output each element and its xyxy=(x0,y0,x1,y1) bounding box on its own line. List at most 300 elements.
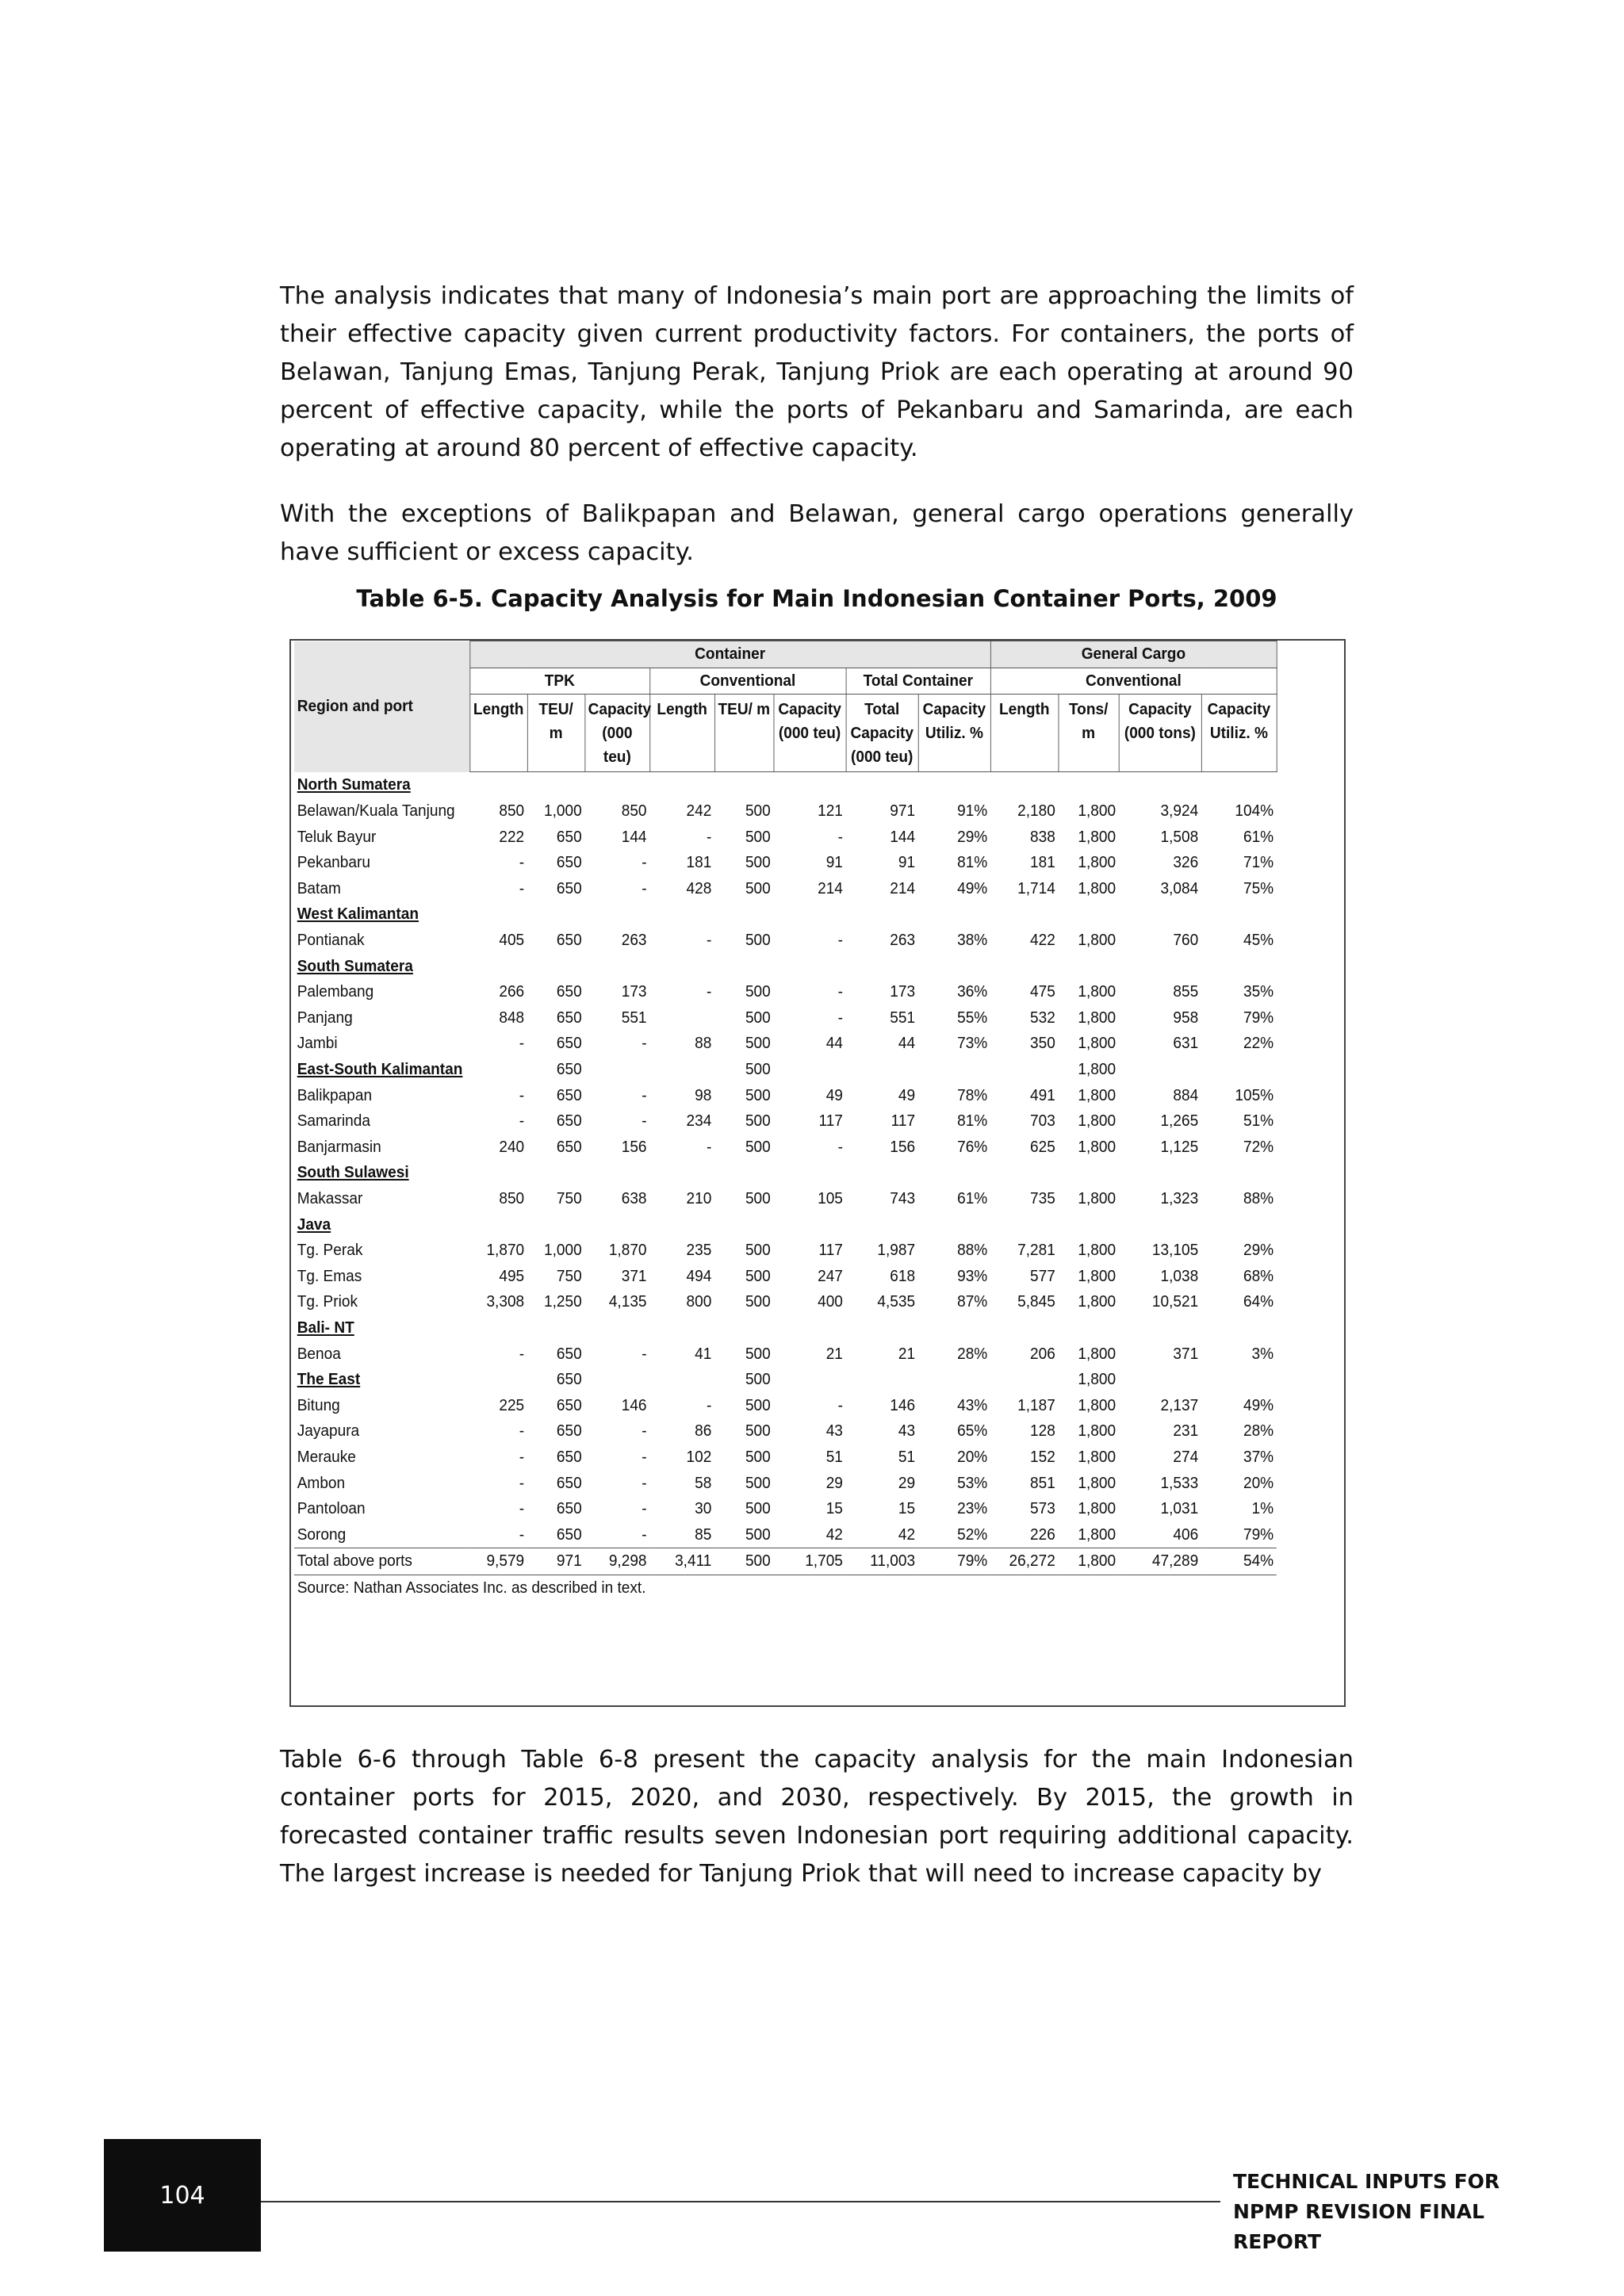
table-cell: 88 xyxy=(695,1034,712,1053)
table-cell: 884 xyxy=(1173,1085,1199,1104)
table-cell xyxy=(846,1160,918,1186)
port-name: Total above ports xyxy=(294,1548,469,1575)
table-cell: 79% xyxy=(1243,1008,1274,1027)
table-cell: 1,000 xyxy=(543,1241,582,1260)
table-cell xyxy=(649,1315,714,1341)
table-cell: 851 xyxy=(1029,1473,1055,1492)
table-cell: - xyxy=(837,1395,843,1414)
table-cell xyxy=(990,1315,1059,1341)
table-cell: 37% xyxy=(1243,1447,1274,1466)
table-cell: 971 xyxy=(890,802,916,821)
table-cell: 500 xyxy=(745,1422,771,1441)
table-cell xyxy=(469,1057,527,1083)
table-cell: 104% xyxy=(1235,802,1274,821)
table-cell: - xyxy=(642,1473,647,1492)
table-cell: 500 xyxy=(745,1525,771,1544)
table-cell xyxy=(649,953,714,979)
table-cell: 20% xyxy=(957,1447,988,1466)
table-cell: 1,323 xyxy=(1160,1188,1199,1207)
table-cell: 848 xyxy=(499,1008,525,1027)
port-name: Sorong xyxy=(297,1525,347,1544)
table-cell: 274 xyxy=(1173,1447,1199,1466)
table-cell: 65% xyxy=(957,1422,988,1441)
report-title-line-1: TECHNICAL INPUTS FOR xyxy=(1233,2170,1500,2193)
table-cell: 43% xyxy=(957,1395,988,1414)
table-cell: 850 xyxy=(621,802,647,821)
table-cell xyxy=(990,1057,1059,1083)
report-title xyxy=(1233,2167,1566,2257)
table-cell: 850 xyxy=(499,1188,525,1207)
table-cell: 29 xyxy=(898,1473,916,1492)
table-cell: 64% xyxy=(1243,1292,1274,1311)
table-cell: 105 xyxy=(818,1188,843,1207)
table-cell: 500 xyxy=(745,878,771,897)
table-cell: 631 xyxy=(1173,1034,1199,1053)
port-name: Merauke xyxy=(297,1447,356,1466)
general-cargo-group-header: General Cargo xyxy=(990,641,1277,668)
table-cell xyxy=(584,772,649,798)
table-cell: 500 xyxy=(745,1344,771,1363)
table-cell xyxy=(714,772,773,798)
report-title-line-2: NPMP REVISION FINAL REPORT xyxy=(1233,2200,1484,2253)
table-cell xyxy=(774,901,846,928)
table-cell: 58 xyxy=(695,1473,712,1492)
table-row xyxy=(294,824,1277,850)
table-cell: 1,800 xyxy=(1078,1422,1116,1441)
table-cell: 1,508 xyxy=(1160,827,1199,846)
table-cell: 44 xyxy=(825,1034,843,1053)
region-row xyxy=(294,953,1277,979)
intro-paragraph: The analysis indicates that many of Indonesia’s main port are approaching the limits of their effective capacity given current productivity factors. For containers, the ports of Belawan, Tanjung Emas, Tanjung Perak, Tanjung Priok are each operating at around 90 percent of effective capacity, while the ports of Pekanbaru and Samarinda, are each operating at around 80 percent of effective capacity. xyxy=(280,282,1354,462)
column-header: Capacity (000 teu) xyxy=(774,695,846,772)
table-cell: 743 xyxy=(890,1188,916,1207)
table-cell: 971 xyxy=(527,1548,585,1575)
table-cell: 500 xyxy=(745,1008,771,1027)
table-cell: 51 xyxy=(825,1447,843,1466)
table-cell: 49% xyxy=(957,878,988,897)
table-cell: 650 xyxy=(556,1370,582,1389)
table-cell: 78% xyxy=(957,1085,988,1104)
table-cell xyxy=(469,953,527,979)
table-cell: 850 xyxy=(499,802,525,821)
column-header: TEU/ m xyxy=(714,695,773,772)
table-source-note: Source: Nathan Associates Inc. as described in text. xyxy=(294,1575,1277,1601)
table-cell xyxy=(1119,901,1201,928)
table-cell: 1,800 xyxy=(1078,1395,1116,1414)
table-cell xyxy=(527,1315,585,1341)
table-cell: 22% xyxy=(1243,1034,1274,1053)
port-name: Benoa xyxy=(297,1344,341,1363)
table-cell: 73% xyxy=(957,1034,988,1053)
table-cell: 29% xyxy=(957,827,988,846)
table-cell: 650 xyxy=(556,1060,582,1079)
table-cell: 500 xyxy=(745,827,771,846)
table-cell xyxy=(469,901,527,928)
table-cell: 703 xyxy=(1029,1112,1055,1131)
column-header: Length xyxy=(649,695,714,772)
table-cell: - xyxy=(837,1008,843,1027)
table-cell xyxy=(990,901,1059,928)
table-cell: 47,289 xyxy=(1119,1548,1201,1575)
table-cell: - xyxy=(642,1085,647,1104)
table-cell: 51 xyxy=(898,1447,916,1466)
table-cell xyxy=(990,1211,1059,1238)
table-cell: 650 xyxy=(556,931,582,950)
table-cell xyxy=(774,1367,846,1393)
table-cell: 650 xyxy=(556,1344,582,1363)
table-cell: 650 xyxy=(556,827,582,846)
table-row xyxy=(294,1418,1277,1445)
table-cell: 30 xyxy=(695,1499,712,1518)
table-cell xyxy=(1201,1057,1277,1083)
table-cell: 43 xyxy=(898,1422,916,1441)
table-row xyxy=(294,928,1277,954)
table-cell: 235 xyxy=(686,1241,712,1260)
table-cell xyxy=(774,953,846,979)
table-cell: 5,845 xyxy=(1017,1292,1055,1311)
table-cell: 500 xyxy=(745,1188,771,1207)
column-header: Total Capacity (000 teu) xyxy=(846,695,918,772)
table-cell xyxy=(990,1367,1059,1393)
table-cell: 500 xyxy=(745,1447,771,1466)
table-cell: 500 xyxy=(745,1395,771,1414)
table-cell xyxy=(918,901,990,928)
table-cell: 650 xyxy=(556,1447,582,1466)
table-cell xyxy=(1059,1315,1119,1341)
table-cell: 68% xyxy=(1243,1266,1274,1285)
table-cell: 61% xyxy=(957,1188,988,1207)
table-cell xyxy=(918,1367,990,1393)
table-cell: 1,870 xyxy=(608,1241,647,1260)
table-cell: 500 xyxy=(745,1292,771,1311)
table-cell: 43 xyxy=(825,1422,843,1441)
table-cell xyxy=(469,772,527,798)
table-cell: 9,579 xyxy=(469,1548,527,1575)
table-cell: 1,800 xyxy=(1078,853,1116,872)
region-row xyxy=(294,772,1277,798)
table-body xyxy=(294,772,1277,1601)
table-cell xyxy=(649,1005,714,1031)
table-cell: 44 xyxy=(898,1034,916,1053)
table-cell xyxy=(1201,901,1277,928)
table-cell: 79% xyxy=(1243,1525,1274,1544)
table-cell: 1,800 xyxy=(1078,1008,1116,1027)
table-cell xyxy=(584,953,649,979)
table-cell xyxy=(846,1211,918,1238)
table-cell: 53% xyxy=(957,1473,988,1492)
table-cell: 206 xyxy=(1029,1344,1055,1363)
table-cell: 222 xyxy=(499,827,525,846)
table-cell: - xyxy=(642,1344,647,1363)
table-cell: 1,987 xyxy=(877,1241,916,1260)
column-header: Capacity Utiliz. % xyxy=(1201,695,1277,772)
table-cell: 13,105 xyxy=(1151,1241,1199,1260)
table-row xyxy=(294,1005,1277,1031)
table-cell xyxy=(1201,1367,1277,1393)
table-cell: 475 xyxy=(1029,982,1055,1001)
table-cell xyxy=(1119,1057,1201,1083)
table-row xyxy=(294,1186,1277,1212)
table-cell: 181 xyxy=(686,853,712,872)
table-cell: 1,800 xyxy=(1078,1241,1116,1260)
table-cell: 7,281 xyxy=(1017,1241,1055,1260)
table-cell: 105% xyxy=(1235,1085,1274,1104)
table-cell xyxy=(1119,1315,1201,1341)
table-cell: 2,180 xyxy=(1017,802,1055,821)
table-cell xyxy=(584,1315,649,1341)
table-cell: 1,800 xyxy=(1078,1473,1116,1492)
table-row xyxy=(294,1263,1277,1289)
table-cell xyxy=(714,901,773,928)
table-cell: 1,533 xyxy=(1160,1473,1199,1492)
table-row xyxy=(294,979,1277,1005)
port-name: Makassar xyxy=(297,1188,363,1207)
table-cell: - xyxy=(642,1447,647,1466)
table-cell: 247 xyxy=(818,1266,843,1285)
table-row xyxy=(294,1445,1277,1471)
table-cell: 1,000 xyxy=(543,802,582,821)
port-name: Ambon xyxy=(297,1473,346,1492)
table-cell: 71% xyxy=(1243,853,1274,872)
table-cell: 371 xyxy=(1173,1344,1199,1363)
table-cell xyxy=(990,772,1059,798)
table-cell: 81% xyxy=(957,853,988,872)
table-cell xyxy=(1059,1160,1119,1186)
table-cell: 156 xyxy=(621,1137,647,1156)
table-cell: 400 xyxy=(818,1292,843,1311)
table-cell: 61% xyxy=(1243,827,1274,846)
table-cell: 650 xyxy=(556,982,582,1001)
table-cell: 263 xyxy=(621,931,647,950)
table-cell: 735 xyxy=(1029,1188,1055,1207)
table-cell: 650 xyxy=(556,1008,582,1027)
table-cell: - xyxy=(837,931,843,950)
port-name: Jayapura xyxy=(297,1422,360,1441)
table-cell: 93% xyxy=(957,1266,988,1285)
table-cell: 117 xyxy=(818,1241,843,1260)
table-cell: - xyxy=(707,1395,712,1414)
table-cell: 500 xyxy=(745,1034,771,1053)
table-cell xyxy=(584,1367,649,1393)
table-cell: 51% xyxy=(1243,1112,1274,1131)
table-cell xyxy=(1059,953,1119,979)
table-cell: 500 xyxy=(745,1473,771,1492)
table-cell xyxy=(1201,1160,1277,1186)
region-row xyxy=(294,1057,1277,1083)
table-cell xyxy=(1059,901,1119,928)
table-cell xyxy=(918,953,990,979)
table-cell: - xyxy=(519,1085,525,1104)
table-cell: 650 xyxy=(556,878,582,897)
table-cell: 1,714 xyxy=(1017,878,1055,897)
table-cell: 225 xyxy=(499,1395,525,1414)
table-cell xyxy=(649,1211,714,1238)
table-cell: 371 xyxy=(621,1266,647,1285)
table-cell: 29 xyxy=(825,1473,843,1492)
page-number-box xyxy=(104,2139,261,2252)
table-cell: 20% xyxy=(1243,1473,1274,1492)
table-cell xyxy=(527,1211,585,1238)
table-cell: 128 xyxy=(1029,1422,1055,1441)
table-cell: 1,800 xyxy=(1059,1548,1119,1575)
table-cell xyxy=(774,772,846,798)
table-cell: 1,800 xyxy=(1078,1112,1116,1131)
table-cell: - xyxy=(837,1137,843,1156)
port-name: Palembang xyxy=(297,982,374,1001)
table-cell xyxy=(527,953,585,979)
table-cell: 428 xyxy=(686,878,712,897)
table-cell xyxy=(714,1160,773,1186)
table-cell: 45% xyxy=(1243,931,1274,950)
table-cell: - xyxy=(707,982,712,1001)
total-container-header: Total Container xyxy=(846,668,990,695)
table-cell xyxy=(649,772,714,798)
table-cell: 21 xyxy=(825,1344,843,1363)
table-cell: 573 xyxy=(1029,1499,1055,1518)
table-cell: 117 xyxy=(818,1112,843,1131)
table-cell xyxy=(918,1057,990,1083)
table-cell xyxy=(1201,772,1277,798)
table-cell xyxy=(584,1057,649,1083)
table-cell: 1,800 xyxy=(1078,1292,1116,1311)
table-cell xyxy=(774,1057,846,1083)
table-cell: 121 xyxy=(818,802,843,821)
table-cell: 49 xyxy=(825,1085,843,1104)
port-name: Panjang xyxy=(297,1008,353,1027)
table-cell: 1,800 xyxy=(1078,1266,1116,1285)
table-row xyxy=(294,1496,1277,1522)
table-header xyxy=(294,641,1277,772)
table-cell: 1,800 xyxy=(1078,1525,1116,1544)
table-cell: 532 xyxy=(1029,1008,1055,1027)
table-cell xyxy=(918,1211,990,1238)
table-cell: 405 xyxy=(499,931,525,950)
region-name: North Sumatera xyxy=(297,775,411,794)
table-cell: 85 xyxy=(695,1525,712,1544)
table-cell: 29% xyxy=(1243,1241,1274,1260)
region-row xyxy=(294,1211,1277,1238)
port-name: Samarinda xyxy=(297,1112,370,1131)
table-cell: 3,308 xyxy=(486,1292,525,1311)
table-cell: 1,250 xyxy=(543,1292,582,1311)
table-cell: 500 xyxy=(745,1137,771,1156)
table-cell xyxy=(649,1367,714,1393)
table-cell: 72% xyxy=(1243,1137,1274,1156)
table-cell: 91% xyxy=(957,802,988,821)
table-cell xyxy=(990,953,1059,979)
table-cell: 1,800 xyxy=(1078,1344,1116,1363)
region-name: West Kalimantan xyxy=(297,905,419,924)
table-cell: 91 xyxy=(898,853,916,872)
port-name: Tg. Emas xyxy=(297,1266,362,1285)
table-cell: 958 xyxy=(1173,1008,1199,1027)
port-name: Batam xyxy=(297,878,341,897)
table-cell: 173 xyxy=(621,982,647,1001)
table-cell: - xyxy=(642,1499,647,1518)
table-cell: - xyxy=(642,1112,647,1131)
table-cell: 855 xyxy=(1173,982,1199,1001)
table-cell: 54% xyxy=(1201,1548,1277,1575)
table-cell xyxy=(527,1160,585,1186)
table-cell: 800 xyxy=(686,1292,712,1311)
table-cell: 650 xyxy=(556,1034,582,1053)
table-cell: 500 xyxy=(745,1085,771,1104)
port-name: Teluk Bayur xyxy=(297,827,377,846)
table-cell xyxy=(584,901,649,928)
table-row xyxy=(294,1521,1277,1548)
table-cell: 551 xyxy=(621,1008,647,1027)
table-cell: 638 xyxy=(621,1188,647,1207)
table-cell: - xyxy=(707,827,712,846)
table-cell: 214 xyxy=(818,878,843,897)
table-cell: 1,800 xyxy=(1078,1499,1116,1518)
table-cell: 117 xyxy=(891,1112,916,1131)
table-row xyxy=(294,798,1277,825)
column-header: Length xyxy=(469,695,527,772)
table-cell xyxy=(774,1315,846,1341)
table-cell xyxy=(1119,953,1201,979)
table-cell: 350 xyxy=(1029,1034,1055,1053)
table-cell: 181 xyxy=(1029,853,1055,872)
table-cell: 11,003 xyxy=(846,1548,918,1575)
table-cell: 422 xyxy=(1029,931,1055,950)
table-cell: 28% xyxy=(957,1344,988,1363)
table-cell xyxy=(1059,1211,1119,1238)
table-cell: 144 xyxy=(621,827,647,846)
table-cell xyxy=(918,1315,990,1341)
port-name: Belawan/Kuala Tanjung xyxy=(297,802,455,821)
table-cell xyxy=(469,1367,527,1393)
table-cell xyxy=(846,1367,918,1393)
table-cell xyxy=(846,772,918,798)
table-cell: 42 xyxy=(898,1525,916,1544)
column-header: Length xyxy=(990,695,1059,772)
table-cell xyxy=(1201,953,1277,979)
region-name: Bali- NT xyxy=(297,1318,354,1337)
table-cell: - xyxy=(707,931,712,950)
table-cell: 4,535 xyxy=(877,1292,916,1311)
table-cell: 144 xyxy=(890,827,916,846)
column-header: Tons/ m xyxy=(1059,695,1119,772)
port-name: Bitung xyxy=(297,1395,340,1414)
table-cell: - xyxy=(519,1422,525,1441)
table-cell: 49 xyxy=(898,1085,916,1104)
table-cell: 1,187 xyxy=(1017,1395,1055,1414)
table-cell: 500 xyxy=(714,1548,773,1575)
table-cell: 42 xyxy=(825,1525,843,1544)
table-cell xyxy=(469,1211,527,1238)
table-cell xyxy=(846,1057,918,1083)
table-row xyxy=(294,1289,1277,1315)
table-row xyxy=(294,1108,1277,1135)
table-cell: 495 xyxy=(499,1266,525,1285)
table-cell xyxy=(1119,1160,1201,1186)
table-cell: 491 xyxy=(1029,1085,1055,1104)
table-cell: 146 xyxy=(621,1395,647,1414)
table-cell: - xyxy=(519,1525,525,1544)
table-cell: 15 xyxy=(898,1499,916,1518)
table-cell: 1,800 xyxy=(1078,1447,1116,1466)
table-cell: 38% xyxy=(957,931,988,950)
region-row xyxy=(294,901,1277,928)
table-cell: 1,800 xyxy=(1078,827,1116,846)
container-group-header: Container xyxy=(469,641,990,668)
table-cell: 650 xyxy=(556,1473,582,1492)
table-cell: 21 xyxy=(898,1344,916,1363)
table-cell: 1,800 xyxy=(1078,1060,1116,1079)
table-cell: 76% xyxy=(957,1137,988,1156)
table-cell: 87% xyxy=(957,1292,988,1311)
